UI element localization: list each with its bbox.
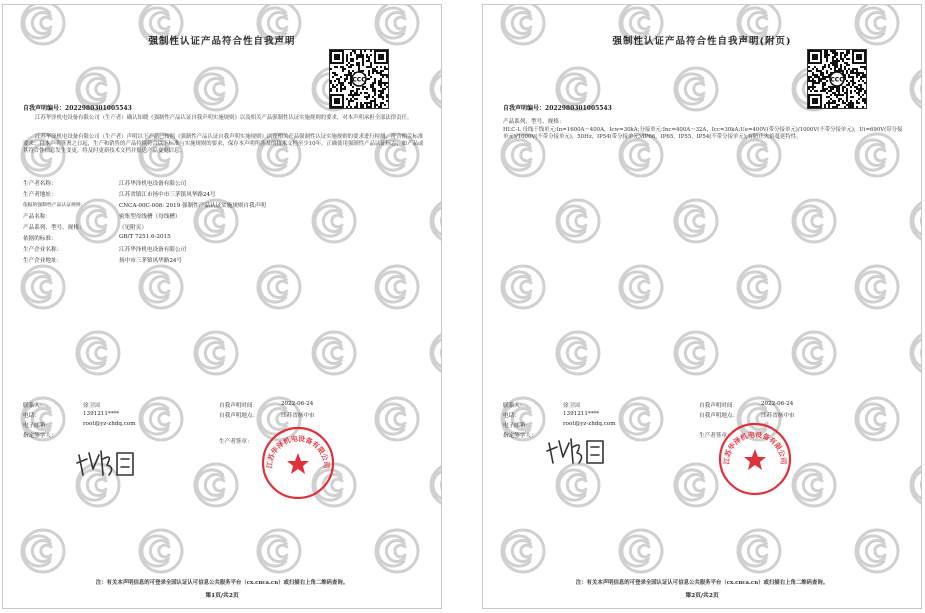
ccc-logo-icon (911, 332, 922, 374)
field-value: （见附页） (119, 225, 147, 231)
svg-text:CCC: CCC (830, 76, 844, 84)
declaration-number-label: 自我声明编号： (23, 105, 66, 112)
declaration-paragraph-1: 江苏华泽机电设备有限公司（生产者）确认知晓《强制性产品认证自我声明实施规则》以及相关产品强制性认证实施规则的要求，对本声明承担全部法律责任。 (35, 115, 413, 121)
contact-email-value: root@yz-zhdq.com (83, 421, 136, 427)
page-number: 第2页/共2页 (685, 593, 719, 599)
ccc-logo-icon (376, 530, 418, 572)
contact-person-value: 徐卫国 (563, 403, 580, 409)
declaration-paragraph-2: 江苏华泽机电设备有限公司（生产者）声明以下产品已按照《强制性产品认证自我声明实施规则》以及相关产品强制性认证实施规则的要求进行检测、符合相关标准要求；自本声明签署之日起，生产和销售的产品持续符合以下标准与实施规则的要求，保存本声明所涉及的技术文档至少10年。正确使用强制性产品认证标志；如产品或其符合性信息发生变更，将及时更新技术文档并报送产品变更信息。 (23, 134, 424, 154)
ccc-logo-icon (77, 464, 119, 506)
decl-date-label: 自我声明时间： (219, 403, 259, 409)
declaration-number-value: 2022980301005543 (65, 105, 132, 112)
declaration-number-value: 2022980301005543 (545, 105, 612, 112)
field-value: 密集型母线槽（母线槽） (119, 214, 181, 220)
ccc-logo-icon (793, 200, 835, 242)
ccc-logo-icon (738, 530, 780, 572)
ccc-logo-icon (856, 530, 898, 572)
ccc-logo-icon (620, 530, 662, 572)
footer-note: 注：有关本声明信息的可登录全国认证认可信息公共服务平台（cx.cnca.cn）或扫描右上角二维码查询。 (575, 580, 829, 586)
ccc-logo-icon (502, 530, 544, 572)
ccc-logo-icon (738, 266, 780, 308)
field-label: 生产者名称： (23, 181, 57, 187)
decl-place-value: 江苏省扬中市 (761, 413, 795, 419)
ccc-logo-icon (195, 332, 237, 374)
contact-phone-value: 1391211**** (563, 411, 600, 417)
ccc-logo-icon (911, 464, 922, 506)
qr-code-icon (807, 49, 867, 109)
contact-email-label: 电子邮箱： (503, 423, 531, 429)
ccc-logo-icon (620, 266, 662, 308)
field-label: 生产者地址： (23, 192, 57, 198)
decl-date-value: 2022-06-24 (281, 401, 314, 407)
ccc-logo-icon (856, 266, 898, 308)
ccc-logo-icon (313, 332, 355, 374)
decl-place-label: 自我声明地点： (699, 413, 739, 419)
ccc-logo-icon (195, 464, 237, 506)
declaration-number (503, 103, 612, 112)
field-value: 江苏华泽机电设备有限公司 (119, 181, 187, 187)
qr-code-icon (329, 49, 389, 109)
contact-email-label: 电子邮箱： (23, 423, 51, 429)
ccc-logo-icon (793, 464, 835, 506)
decl-place-label: 自我声明地点： (219, 413, 259, 419)
svg-text:CCC: CCC (352, 76, 366, 84)
decl-date-label: 自我声明时间： (699, 403, 739, 409)
producer-sign-label: 生产者签章： (699, 433, 733, 439)
ccc-logo-icon (140, 530, 182, 572)
contact-phone-label: 电话： (503, 413, 520, 419)
spec-text: HLC-L 母线干线单元:In=1600A～400A，Icw=30kA;分接单元:Inc=400A～32A，Icc=30kA;Ue=400V(带分接单元)/1000V(不带分接单元)，Ui=690V(带分接单元)/1000V(不带分接单元)，50Hz，IP54(带分接单元)/IP66，IP65，IP55，IP54(不带分接单元);有防止火焰蔓延特性。 (503, 127, 903, 140)
spec-label: 产品系列、型号、规格： (503, 119, 565, 125)
field-label: 依据的强制性产品认证规则： (23, 203, 86, 208)
decl-date-value: 2022-06-24 (761, 401, 794, 407)
product-info-fields (23, 179, 433, 271)
page-title: 强制性认证产品符合性自我声明 (148, 36, 296, 47)
declaration-number (23, 103, 132, 112)
contact-email-value: root@yz-zhdq.com (563, 421, 616, 427)
contact-phone-value: 1391211**** (83, 411, 120, 417)
ccc-logo-icon (22, 266, 64, 308)
ccc-logo-icon (557, 332, 599, 374)
ccc-logo-icon (431, 68, 442, 110)
field-value: 江苏华泽机电设备有限公司 (119, 247, 187, 253)
field-value: 江苏省镇江市扬中市三茅镇风华路24号 (119, 192, 216, 198)
decl-place-value: 江苏省扬中市 (281, 413, 315, 419)
ccc-logo-icon (557, 200, 599, 242)
signer-label: 指定签字人： (23, 433, 57, 439)
ccc-logo-icon (557, 464, 599, 506)
ccc-logo-icon (258, 266, 300, 308)
field-value: 扬中市三茅镇风华路24号 (119, 258, 183, 264)
ccc-logo-icon (77, 332, 119, 374)
signer-label: 指定签字人： (503, 433, 537, 439)
ccc-logo-icon (258, 530, 300, 572)
contact-block (23, 401, 442, 449)
ccc-logo-icon (911, 200, 922, 242)
field-label: 依据的标准： (23, 236, 57, 242)
field-value: CNCA-00C-008: 2019 强制性产品认证实施规则自我声明 (119, 203, 266, 209)
field-label: 生产企业地址： (23, 258, 63, 264)
field-label: 产品名称： (23, 214, 51, 220)
ccc-logo-icon (22, 530, 64, 572)
ccc-logo-icon (376, 266, 418, 308)
ccc-logo-icon (140, 266, 182, 308)
svg-text:江苏华泽机电设备有限公司: 江苏华泽机电设备有限公司 (265, 434, 331, 469)
field-label: 产品系列、型号、规格： (23, 225, 85, 231)
contact-phone-label: 电话： (23, 413, 40, 419)
page-title-appendix: 强制性认证产品符合性自我声明(附页) (612, 36, 792, 47)
page-number: 第1页/共2页 (205, 593, 239, 599)
ccc-logo-icon (675, 68, 717, 110)
ccc-logo-icon (675, 200, 717, 242)
ccc-logo-icon (313, 464, 355, 506)
contact-block (503, 401, 922, 449)
declaration-page-1 (2, 4, 442, 609)
ccc-logo-icon (431, 464, 442, 506)
contact-person-label: 联系人： (503, 403, 526, 409)
declaration-number-label: 自我声明编号： (503, 105, 546, 112)
ccc-logo-icon (675, 332, 717, 374)
declaration-page-2 (482, 4, 922, 609)
ccc-logo-icon (675, 464, 717, 506)
contact-person-label: 联系人： (23, 403, 46, 409)
ccc-logo-icon (195, 68, 237, 110)
ccc-logo-icon (502, 266, 544, 308)
field-value: GB/T 7251.6-2015 (119, 234, 171, 240)
svg-text:江苏华泽机电设备有限公司: 江苏华泽机电设备有限公司 (722, 430, 788, 465)
producer-sign-label: 生产者签章： (219, 439, 253, 445)
footer-note: 注：有关本声明信息的可登录全国认证认可信息公共服务平台（cx.cnca.cn）或扫描右上角二维码查询。 (95, 580, 349, 586)
contact-person-value: 徐卫国 (83, 403, 100, 409)
ccc-logo-icon (431, 332, 442, 374)
field-label: 生产企业名称： (23, 247, 63, 253)
ccc-logo-icon (793, 332, 835, 374)
handwritten-signature (73, 445, 143, 481)
ccc-logo-icon (911, 68, 922, 110)
